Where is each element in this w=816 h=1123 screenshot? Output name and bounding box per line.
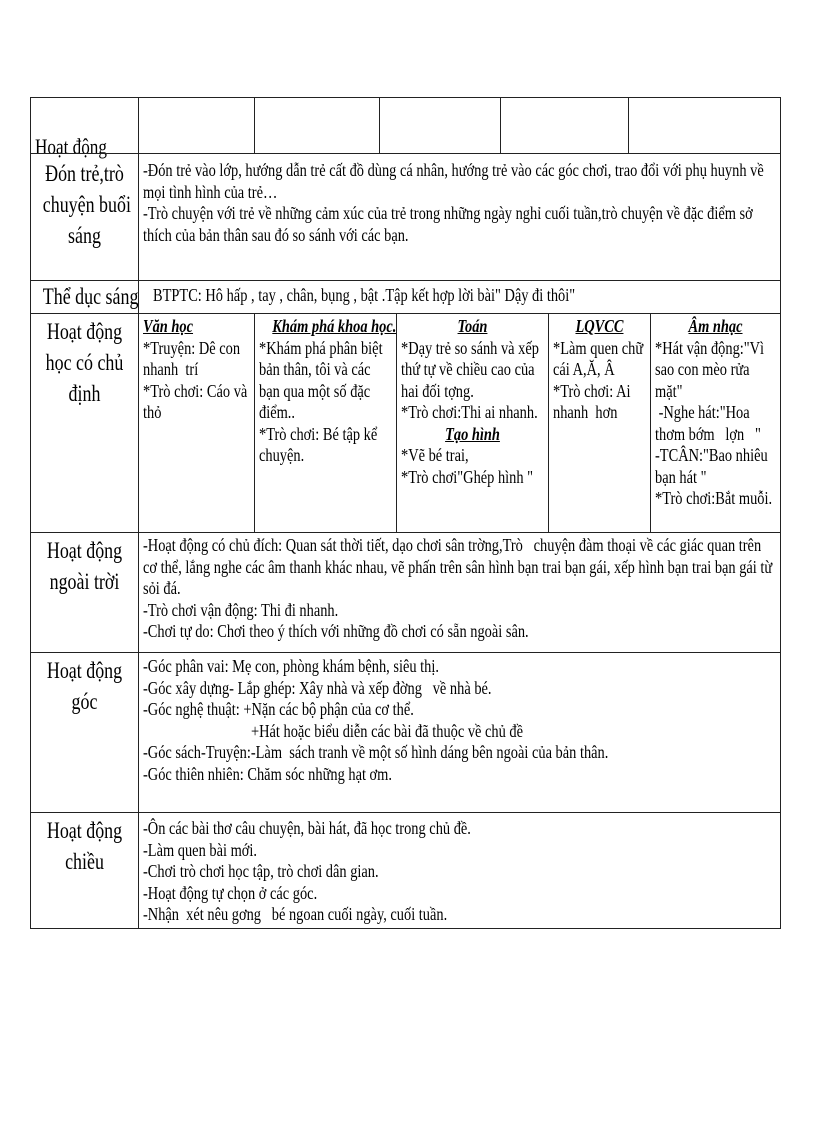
subject-line: *Trò chơi: Bé tập kể (259, 423, 378, 444)
header-day-cell (254, 97, 380, 154)
subject-cell (650, 313, 781, 533)
row-label-line: định (68, 381, 101, 406)
row-label-the-duc (30, 280, 139, 314)
subject-line: mặt" (655, 380, 683, 401)
content-line: -Trò chuyện với trẻ về những cảm xúc của trẻ trong những ngày nghỉ cuối tuần,trò chuyện về đặc điểm sở (143, 203, 753, 223)
subject-line: *Trò chơi: Ai (553, 380, 631, 401)
content-line: -Góc nghệ thuật: +Nặn các bộ phận của cơ thể. (143, 699, 414, 719)
subject-line: *Hát vận động:"Vì (655, 337, 765, 358)
subject-title: LQVCC (575, 316, 624, 336)
row-label-don-tre (30, 153, 139, 281)
row-label-line: Thể dục sáng (42, 284, 139, 309)
subject-line: điểm.. (259, 402, 295, 422)
subject-line: thứ tự về chiều cao của (401, 359, 535, 379)
subject-line: cái A,Ă, Â (553, 359, 615, 379)
row-label-ngoai-troi (30, 532, 139, 653)
subject-cell (396, 313, 549, 533)
subject-line: *Trò chơi:Bắt muỗi. (655, 488, 773, 508)
row-label-line: Đón trẻ,trò (45, 161, 124, 186)
subject-cell (548, 313, 651, 533)
row-label-line: Hoạt động (46, 319, 123, 344)
content-line: -Góc sách-Truyện:-Làm sách tranh về một số hình dáng bên ngoài của bản thân. (143, 742, 609, 762)
row-content-goc (138, 652, 781, 813)
subject-cell (254, 313, 397, 533)
subject-line: nhanh hơn (553, 402, 618, 422)
row-label-line: học có chủ (45, 350, 124, 375)
row-content-chieu (138, 812, 781, 929)
content-line: -Ôn các bài thơ câu chuyện, bài hát, đã học trong chủ đề. (143, 818, 471, 838)
row-label-line: chuyện buổi (42, 192, 131, 217)
subject-line: -Nghe hát:"Hoa (655, 402, 750, 422)
header-label: Hoạt động (35, 133, 107, 159)
row-content-don-tre (138, 153, 781, 281)
content-line: sỏi đá. (143, 578, 181, 598)
subject-line: bạn hát " (655, 466, 707, 487)
content-line: -Góc thiên nhiên: Chăm sóc những hạt ơm. (143, 763, 392, 784)
subject-line: *Vẽ bé trai, (401, 445, 469, 465)
subject-line: *Dạy trẻ so sánh và xếp (401, 337, 539, 358)
subject-line: -TCÂN:"Bao nhiêu (655, 445, 768, 465)
subject-line: thơm bớm lợn " (655, 423, 761, 444)
subject-cell (138, 313, 255, 533)
subject-title: Toán (457, 316, 488, 336)
row-content-ngoai-troi (138, 532, 781, 653)
content-line: +Hát hoặc biểu diễn các bài đã thuộc về chủ đề (143, 720, 524, 741)
row-label-line: chiều (65, 849, 104, 874)
row-content-the-duc (138, 280, 781, 314)
content-line: cơ thể, lắng nghe các âm thanh khác nhau, vẽ phấn trên sân hình bạn trai bạn gái, xếp hình bạn trai bạn gái từ (143, 556, 773, 577)
subject-line: bạn qua một số đặc (259, 380, 371, 401)
subject-title: Khám phá khoa học. (272, 316, 397, 336)
subject-line: *Trò chơi"Ghép hình " (401, 466, 534, 487)
row-label-line: ngoài trời (49, 569, 120, 594)
subject-line: *Truyện: Dê con (143, 337, 241, 358)
subject-line: hai đối tợng. (401, 380, 474, 401)
row-label-line: Hoạt động (46, 658, 123, 683)
row-label-hoc (30, 313, 139, 533)
content-line: -Hoạt động có chủ đích: Quan sát thời tiết, dạo chơi sân trờng,Trò chuyện đàm thoại về các giác quan trên (143, 535, 762, 555)
row-label-goc (30, 652, 139, 813)
header-day-cell (379, 97, 501, 154)
header-day-cell (628, 97, 781, 154)
content-line: -Hoạt động tự chọn ở các góc. (143, 882, 318, 903)
subject-line: *Khám phá phân biệt (259, 337, 383, 358)
header-day-cell (138, 97, 255, 154)
content-line: thích của bản thân sau đó so sánh với các bạn. (143, 224, 409, 245)
subject-line: *Làm quen chữ (553, 337, 644, 358)
content-line: -Nhận xét nêu gơng bé ngoan cuối ngày, cuối tuần. (143, 904, 448, 924)
subject-title: Văn học (143, 316, 194, 336)
subject-title: Tạo hình (445, 423, 500, 444)
row-label-line: góc (71, 689, 98, 714)
content-line: -Góc xây dựng- Lắp ghép: Xây nhà và xếp đờng về nhà bé. (143, 677, 492, 698)
subject-line: sao con mèo rửa (655, 359, 750, 379)
row-label-chieu (30, 812, 139, 929)
content-line: -Làm quen bài mới. (143, 839, 257, 860)
row-label-line: Hoạt động (46, 818, 123, 843)
header-label-cell (30, 97, 139, 159)
content-line: mọi tình hình của trẻ… (143, 181, 278, 202)
content-line: -Chơi tự do: Chơi theo ý thích với những đồ chơi có sẵn ngoài sân. (143, 621, 529, 641)
content-line: -Góc phân vai: Mẹ con, phòng khám bệnh, siêu thị. (143, 656, 439, 676)
content-line: BTPTC: Hô hấp , tay , chân, bụng , bật .Tập kết hợp lời bài" Dậy đi thôi" (153, 285, 576, 305)
subject-line: *Trò chơi:Thi ai nhanh. (401, 402, 538, 422)
row-label-line: sáng (68, 223, 101, 248)
subject-line: nhanh trí (143, 359, 199, 379)
content-line: -Đón trẻ vào lớp, hướng dẫn trẻ cất đồ dùng cá nhân, hướng trẻ vào các góc chơi, trao đổi với phụ huynh về (143, 160, 764, 180)
subject-line: *Trò chơi: Cáo và (143, 380, 248, 401)
header-day-cell (500, 97, 629, 154)
subject-title: Âm nhạc (688, 316, 743, 336)
row-label-line: Hoạt động (46, 538, 123, 563)
subject-line: bản thân, tôi và các (259, 359, 371, 379)
content-line: -Trò chơi vận động: Thi đi nhanh. (143, 599, 339, 620)
content-line: -Chơi trò chơi học tập, trò chơi dân gian. (143, 861, 379, 881)
subject-line: chuyện. (259, 445, 305, 465)
subject-line: thỏ (143, 402, 162, 422)
